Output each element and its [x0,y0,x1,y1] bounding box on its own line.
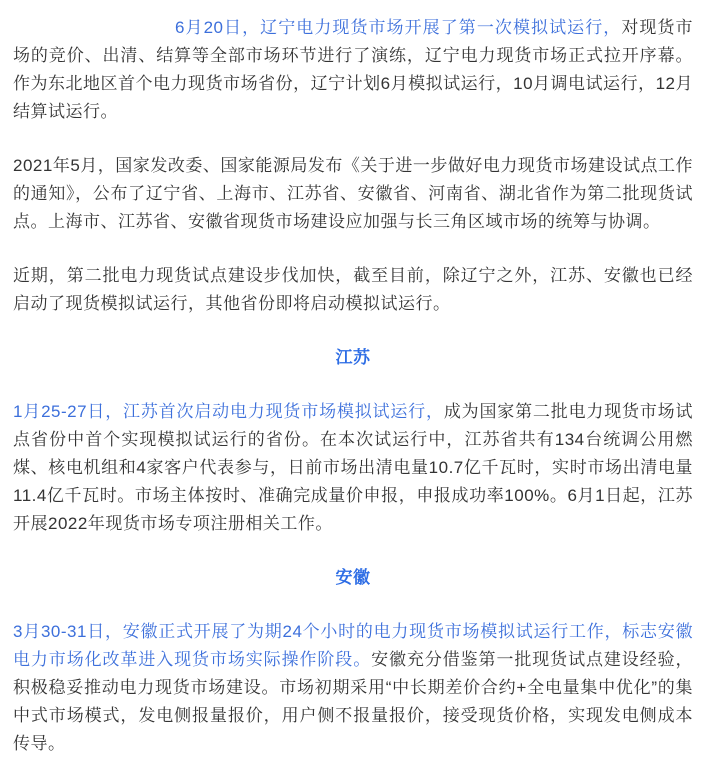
body-text: 安徽充分借鉴第一批现货试点建设经验，积极稳妥推动电力现货市场建设。市场初期采用“中长期差价合约+全电量集中优化”的集中式市场模式，发电侧报量报价，用户侧不报量报价，接受现货价格，实现发电侧成本传导。 [13,650,694,753]
highlighted-text: 1月25-27日，江苏首次启动电力现货市场模拟试运行， [13,402,444,421]
body-text: 2021年5月，国家发改委、国家能源局发布《关于进一步做好电力现货市场建设试点工作的通知》，公布了辽宁省、上海市、江苏省、安徽省、河南省、湖北省作为第二批现货试点。上海市、江苏省、安徽省现货市场建设应加强与长三角区域市场的统筹与协调。 [13,156,693,231]
para-liaoning [13,14,693,126]
para-anhui [13,618,693,758]
body-text: 成为国家第二批电力现货市场试点省份中首个实现模拟试运行的省份。在本次试运行中，江苏省共有134台统调公用燃煤、核电机组和4家客户代表参与，日前市场出清电量10.7亿千瓦时，实时市场出清电量11.4亿千瓦时。市场主体按时、准确完成量价申报，申报成功率100%。6月1日起，江苏开展2022年现货市场专项注册相关工作。 [13,402,694,533]
para-progress [13,262,693,318]
body-text: 近期，第二批电力现货试点建设步伐加快，截至目前，除辽宁之外，江苏、安徽也已经启动了现货模拟试运行，其他省份即将启动模拟试运行。 [13,266,693,313]
highlighted-text: 6月20日，辽宁电力现货市场开展了第一次模拟试运行， [175,18,622,37]
para-policy-notice [13,152,693,236]
highlighted-text: 3月30-31日，安徽正式开展了为期24个小时的电力现货市场模拟试运行工作，标志安徽电力市场化改革进入现货市场实际操作阶段。 [13,622,693,669]
para-jiangsu [13,398,693,538]
heading-anhui: 安徽 [335,568,371,587]
heading-jiangsu: 江苏 [335,348,371,367]
body-text: 对现货市场的竞价、出清、结算等全部市场环节进行了演练，辽宁电力现货市场正式拉开序幕。作为东北地区首个电力现货市场省份，辽宁计划6月模拟试运行，10月调电试运行，12月结算试运行。 [13,18,694,121]
